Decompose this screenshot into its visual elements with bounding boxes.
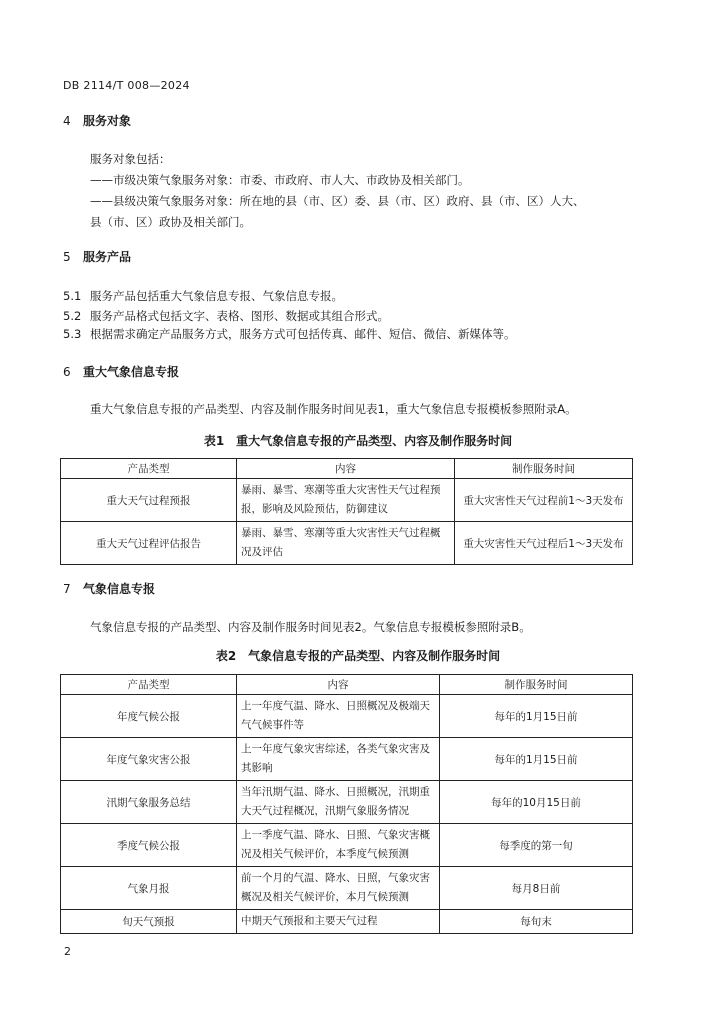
table-cell: 重大灾害性天气过程前1～3天发布 <box>455 479 633 522</box>
table-cell: 年度气象灾害公报 <box>61 738 237 781</box>
table-cell: 季度气候公报 <box>61 824 237 867</box>
section-number: 6 <box>63 365 71 379</box>
table-cell: 每年的10月15日前 <box>440 781 633 824</box>
table-row <box>61 738 633 781</box>
table-cell: 重大灾害性天气过程后1～3天发布 <box>455 522 633 565</box>
clause-number: 5.3 <box>63 327 82 341</box>
table-header-row <box>61 459 633 479</box>
list-item: ——县级决策气象服务对象：所在地的县（市、区）委、县（市、区）政府、县（市、区）人大、 <box>90 194 585 208</box>
section-4-heading <box>63 112 131 129</box>
table-cell: 中期天气预报和主要天气过程 <box>237 910 440 934</box>
table-cell: 前一个月的气温、降水、日照，气象灾害概况及相关气候评价，本月气候预测 <box>237 867 440 910</box>
table-header-row <box>61 675 633 695</box>
section-title: 气象信息专报 <box>83 582 156 596</box>
table-cell: 每年的1月15日前 <box>440 695 633 738</box>
document-code: DB 2114/T 008—2024 <box>63 79 190 92</box>
table-cell: 汛期气象服务总结 <box>61 781 237 824</box>
table-2 <box>60 674 633 934</box>
table-cell: 年度气候公报 <box>61 695 237 738</box>
section-number: 7 <box>63 582 71 596</box>
list-item-continuation: 县（市、区）政协及相关部门。 <box>90 215 251 229</box>
page-number: 2 <box>64 945 71 958</box>
table-cell: 每年的1月15日前 <box>440 738 633 781</box>
list-item: ——市级决策气象服务对象：市委、市政府、市人大、市政协及相关部门。 <box>90 173 470 187</box>
clause-5-1 <box>63 288 343 304</box>
section-5-heading <box>63 248 131 265</box>
section-number: 5 <box>63 250 71 264</box>
section-title: 服务对象 <box>83 114 132 128</box>
table-cell: 气象月报 <box>61 867 237 910</box>
section-number: 4 <box>63 114 71 128</box>
table-cell: 每月8日前 <box>440 867 633 910</box>
clause-text: 服务产品格式包括文字、表格、图形、数据或其组合形式。 <box>90 309 389 323</box>
section-7-heading <box>63 580 155 597</box>
column-header: 制作服务时间 <box>455 459 633 479</box>
table-row <box>61 522 633 565</box>
table-row <box>61 479 633 522</box>
table-2-caption: 表2 气象信息专报的产品类型、内容及制作服务时间 <box>215 649 501 663</box>
column-header: 产品类型 <box>61 459 237 479</box>
table-cell: 上一季度气温、降水、日照、气象灾害概况及相关气候评价，本季度气候预测 <box>237 824 440 867</box>
clause-number: 5.1 <box>63 289 82 303</box>
table-row <box>61 910 633 934</box>
column-header: 内容 <box>237 675 440 695</box>
table-cell: 每旬末 <box>440 910 633 934</box>
section-title: 重大气象信息专报 <box>83 365 180 379</box>
table-cell: 上一年度气象灾害综述，各类气象灾害及其影响 <box>237 738 440 781</box>
clause-number: 5.2 <box>63 309 82 323</box>
table-cell: 重大天气过程评估报告 <box>61 522 237 565</box>
table-row <box>61 695 633 738</box>
table-cell: 暴雨、暴雪、寒潮等重大灾害性天气过程预报，影响及风险预估，防御建议 <box>237 479 455 522</box>
column-header: 产品类型 <box>61 675 237 695</box>
table-row <box>61 867 633 910</box>
table-row <box>61 781 633 824</box>
column-header: 制作服务时间 <box>440 675 633 695</box>
clause-5-3 <box>63 326 516 342</box>
section-6-paragraph: 重大气象信息专报的产品类型、内容及制作服务时间见表1，重大气象信息专报模板参照附录A。 <box>90 402 577 416</box>
table-row <box>61 824 633 867</box>
table-cell: 每季度的第一旬 <box>440 824 633 867</box>
table-1 <box>60 458 633 565</box>
clause-text: 根据需求确定产品服务方式，服务方式可包括传真、邮件、短信、微信、新媒体等。 <box>90 327 516 341</box>
table-cell: 旬天气预报 <box>61 910 237 934</box>
clause-5-2 <box>63 308 389 324</box>
table-cell: 当年汛期气温、降水、日照概况，汛期重大天气过程概况，汛期气象服务情况 <box>237 781 440 824</box>
table-1-caption: 表1 重大气象信息专报的产品类型、内容及制作服务时间 <box>203 434 513 448</box>
section-6-heading <box>63 363 179 380</box>
section-7-paragraph: 气象信息专报的产品类型、内容及制作服务时间见表2。气象信息专报模板参照附录B。 <box>90 620 531 634</box>
clause-text: 服务产品包括重大气象信息专报、气象信息专报。 <box>90 289 343 303</box>
table-cell: 上一年度气温、降水、日照概况及极端天气气候事件等 <box>237 695 440 738</box>
table-cell: 重大天气过程预报 <box>61 479 237 522</box>
section-4-intro: 服务对象包括： <box>90 152 171 166</box>
column-header: 内容 <box>237 459 455 479</box>
section-title: 服务产品 <box>83 250 132 264</box>
table-cell: 暴雨、暴雪、寒潮等重大灾害性天气过程概况及评估 <box>237 522 455 565</box>
